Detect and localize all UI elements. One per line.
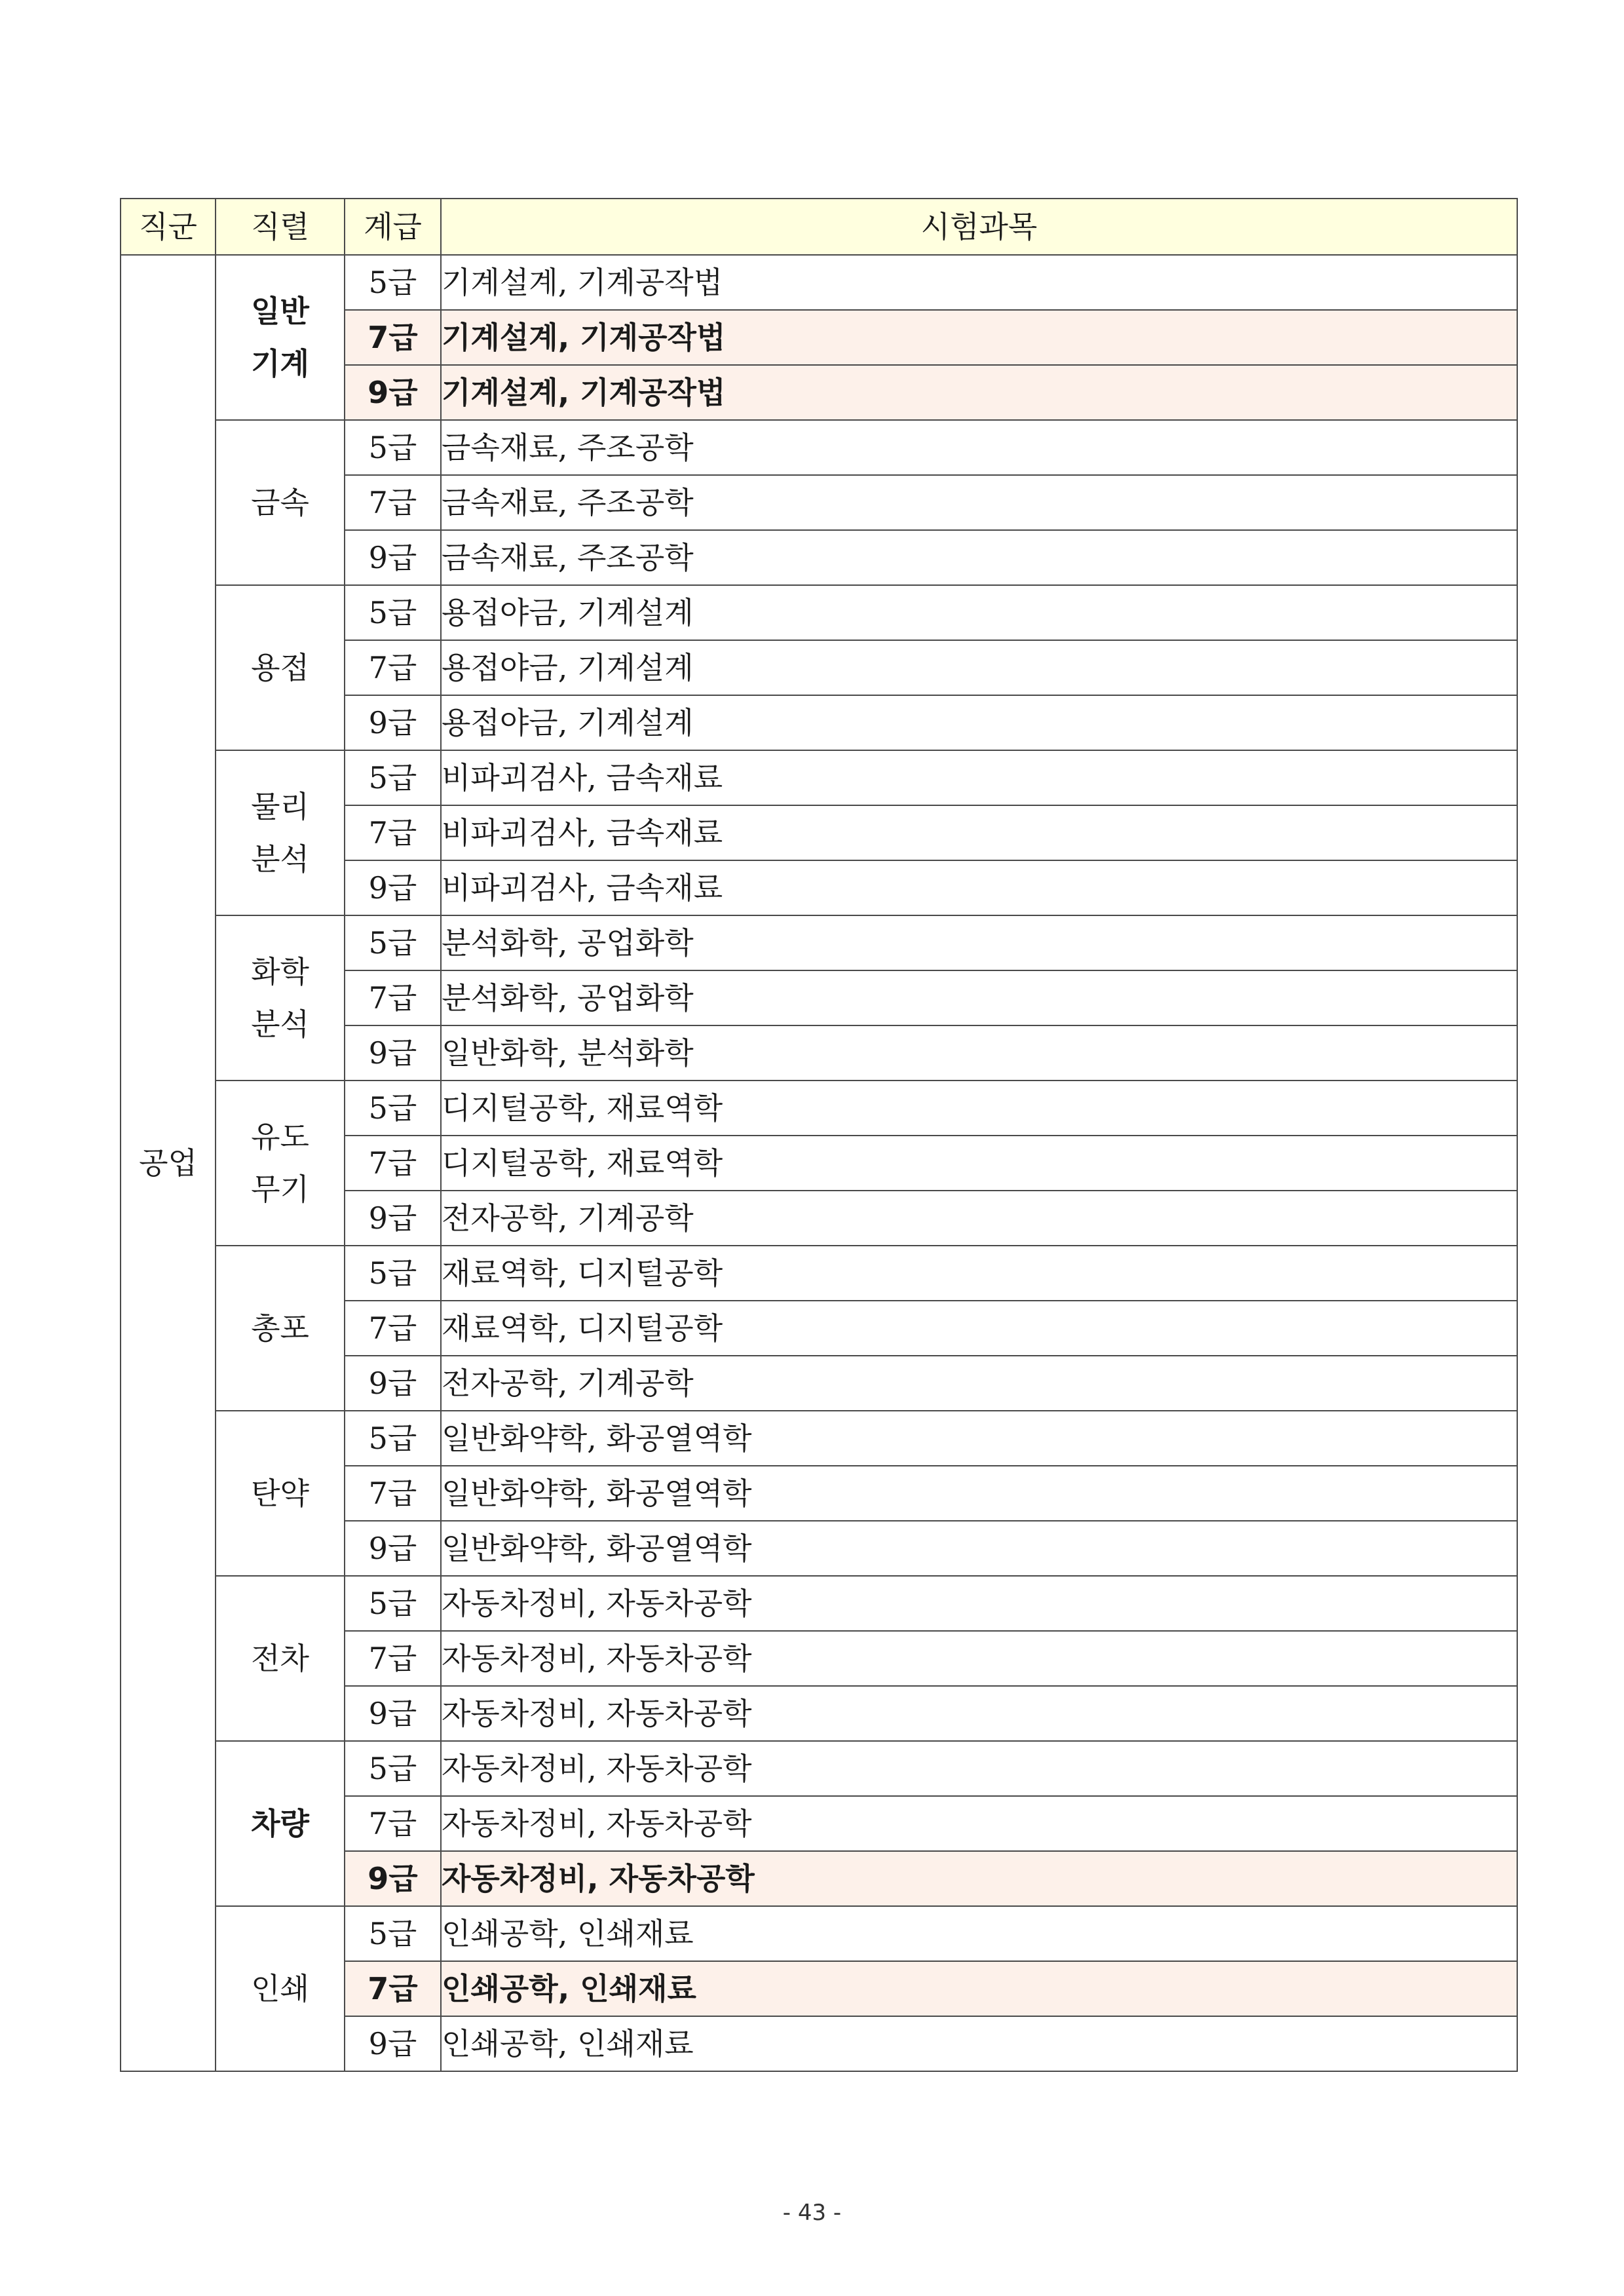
grade-cell: 7급 [345,1136,441,1191]
subjects-cell: 분석화학, 공업화학 [441,915,1517,970]
subjects-cell: 자동차정비, 자동차공학 [441,1796,1517,1851]
subjects-cell: 전자공학, 기계공학 [441,1356,1517,1411]
grade-cell: 7급 [345,475,441,530]
table-row [121,1081,1517,1136]
subjects-cell: 기계설계, 기계공작법 [441,310,1517,365]
series-name-line: 차량 [251,1805,309,1841]
header-subjects: 시험과목 [441,199,1517,255]
subjects-cell: 재료역학, 디지털공학 [441,1301,1517,1356]
subjects-cell: 일반화약학, 화공열역학 [441,1466,1517,1521]
series-name-line: 탄약 [251,1475,309,1511]
series-cell [216,255,345,420]
grade-cell: 5급 [345,585,441,640]
table-row [121,1741,1517,1796]
subjects-cell: 인쇄공학, 인쇄재료 [441,2016,1517,2071]
grade-cell: 5급 [345,1906,441,1961]
subjects-cell: 용접야금, 기계설계 [441,640,1517,695]
subjects-cell: 일반화약학, 화공열역학 [441,1521,1517,1576]
grade-cell: 7급 [345,805,441,860]
grade-cell: 5급 [345,750,441,805]
grade-cell: 5급 [345,1081,441,1136]
series-name-line: 일반 [251,293,309,329]
grade-cell: 7급 [345,1796,441,1851]
subjects-cell: 인쇄공학, 인쇄재료 [441,1961,1517,2016]
subjects-cell: 비파괴검사, 금속재료 [441,805,1517,860]
subjects-cell: 일반화학, 분석화학 [441,1025,1517,1081]
grade-cell: 9급 [345,1521,441,1576]
subjects-cell: 전자공학, 기계공학 [441,1191,1517,1246]
table-row [121,1576,1517,1631]
grade-cell: 9급 [345,1851,441,1906]
series-cell [216,1246,345,1411]
group-cell: 공업 [121,255,216,2071]
table-row [121,420,1517,475]
table-row [121,750,1517,805]
grade-cell: 9급 [345,1356,441,1411]
subjects-cell: 자동차정비, 자동차공학 [441,1686,1517,1741]
subjects-cell: 용접야금, 기계설계 [441,585,1517,640]
table-header-row [121,199,1517,255]
series-cell [216,1081,345,1246]
grade-cell: 7급 [345,640,441,695]
grade-cell: 7급 [345,1631,441,1686]
grade-cell: 9급 [345,860,441,915]
grade-cell: 5급 [345,255,441,310]
subjects-cell: 자동차정비, 자동차공학 [441,1576,1517,1631]
grade-cell: 9급 [345,2016,441,2071]
subjects-cell: 용접야금, 기계설계 [441,695,1517,750]
series-name-line: 전차 [251,1640,309,1676]
subjects-cell: 분석화학, 공업화학 [441,970,1517,1025]
table-row [121,1246,1517,1301]
subjects-cell: 자동차정비, 자동차공학 [441,1741,1517,1796]
series-cell [216,1741,345,1906]
grade-cell: 9급 [345,1191,441,1246]
series-name-line: 기계 [251,346,309,381]
series-name-line: 유도 [251,1119,309,1155]
table-row [121,915,1517,970]
series-name-line: 금속 [251,484,309,520]
grade-cell: 5급 [345,1411,441,1466]
grade-cell: 5급 [345,915,441,970]
grade-cell: 9급 [345,365,441,420]
header-grade: 계급 [345,199,441,255]
subjects-cell: 기계설계, 기계공작법 [441,255,1517,310]
exam-subjects-table [120,198,1518,2072]
grade-cell: 7급 [345,1301,441,1356]
series-cell [216,1411,345,1576]
series-name-line: 무기 [251,1172,309,1207]
table-row [121,585,1517,640]
subjects-cell: 재료역학, 디지털공학 [441,1246,1517,1301]
table-row [121,1411,1517,1466]
grade-cell: 9급 [345,1025,441,1081]
series-name-line: 총포 [251,1310,309,1346]
grade-cell: 9급 [345,695,441,750]
series-name-line: 분석 [251,1006,309,1042]
subjects-cell: 금속재료, 주조공학 [441,420,1517,475]
subjects-cell: 디지털공학, 재료역학 [441,1136,1517,1191]
grade-cell: 5급 [345,420,441,475]
subjects-cell: 기계설계, 기계공작법 [441,365,1517,420]
grade-cell: 7급 [345,310,441,365]
subjects-cell: 디지털공학, 재료역학 [441,1081,1517,1136]
series-cell [216,915,345,1081]
series-cell [216,585,345,750]
table-row [121,1906,1517,1961]
subjects-cell: 비파괴검사, 금속재료 [441,750,1517,805]
grade-cell: 5급 [345,1576,441,1631]
series-cell [216,420,345,585]
series-name-line: 분석 [251,841,309,877]
subjects-cell: 자동차정비, 자동차공학 [441,1631,1517,1686]
grade-cell: 5급 [345,1741,441,1796]
grade-cell: 9급 [345,530,441,585]
series-cell [216,750,345,915]
subjects-cell: 인쇄공학, 인쇄재료 [441,1906,1517,1961]
header-series: 직렬 [216,199,345,255]
grade-cell: 7급 [345,1961,441,2016]
series-cell [216,1576,345,1741]
page-number: - 43 - [782,2200,842,2226]
subjects-cell: 일반화약학, 화공열역학 [441,1411,1517,1466]
header-group: 직군 [121,199,216,255]
grade-cell: 7급 [345,970,441,1025]
table-row [121,255,1517,310]
subjects-cell: 금속재료, 주조공학 [441,530,1517,585]
grade-cell: 9급 [345,1686,441,1741]
subjects-cell: 금속재료, 주조공학 [441,475,1517,530]
series-name-line: 인쇄 [251,1970,309,2006]
subjects-cell: 비파괴검사, 금속재료 [441,860,1517,915]
grade-cell: 7급 [345,1466,441,1521]
table-body [121,255,1517,2071]
series-name-line: 물리 [251,788,309,824]
grade-cell: 5급 [345,1246,441,1301]
series-cell [216,1906,345,2071]
subjects-cell: 자동차정비, 자동차공학 [441,1851,1517,1906]
series-name-line: 용접 [251,649,309,685]
series-name-line: 화학 [251,953,309,989]
